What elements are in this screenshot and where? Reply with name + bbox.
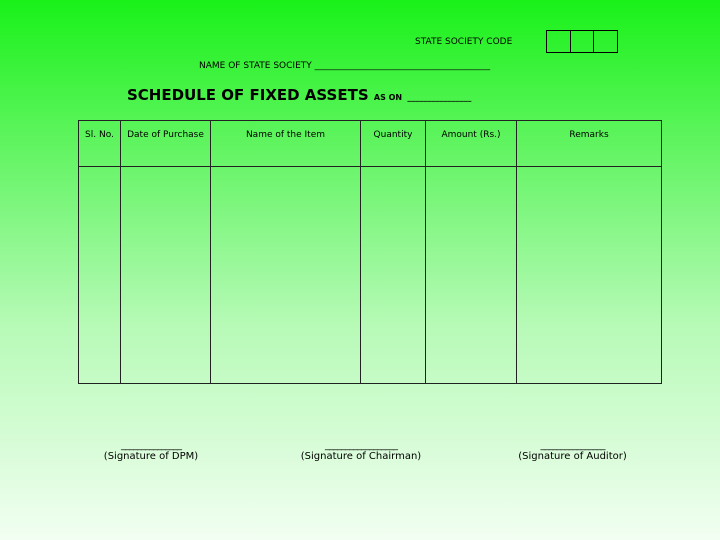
signature-label: (Signature of Auditor) <box>518 451 627 462</box>
signature-chairman <box>296 440 426 462</box>
column-header-sl-no: Sl. No. <box>79 121 121 167</box>
fixed-assets-table <box>78 120 662 384</box>
state-society-name-line <box>199 61 490 71</box>
state-society-name-label: NAME OF STATE SOCIETY <box>199 61 312 71</box>
signature-line[interactable]: _______________ <box>121 440 181 451</box>
table-cell[interactable] <box>79 167 121 384</box>
table-cell[interactable] <box>517 167 662 384</box>
code-box[interactable] <box>571 31 595 52</box>
code-box[interactable] <box>594 31 617 52</box>
signature-line[interactable]: __________________ <box>325 440 397 451</box>
title-as-on: AS ON <box>373 93 403 102</box>
signature-line[interactable]: ________________ <box>540 440 605 451</box>
code-box[interactable] <box>547 31 571 52</box>
title-main: SCHEDULE OF FIXED ASSETS <box>127 86 369 104</box>
signature-label: (Signature of DPM) <box>103 451 199 462</box>
column-header-quantity: Quantity <box>361 121 426 167</box>
column-header-name-of-item: Name of the Item <box>211 121 361 167</box>
state-society-name-blank[interactable]: _______________________________________ <box>314 61 491 71</box>
table-cell[interactable] <box>121 167 211 384</box>
state-society-code-label: STATE SOCIETY CODE <box>415 37 513 47</box>
signature-auditor <box>510 440 635 462</box>
title-date-blank[interactable]: ________________ <box>407 93 472 102</box>
signature-label: (Signature of Chairman) <box>300 451 422 462</box>
state-society-code-boxes[interactable] <box>546 30 618 53</box>
page-title <box>127 86 471 104</box>
table-header-row <box>79 121 662 167</box>
signature-dpm <box>96 440 206 462</box>
table-cell[interactable] <box>211 167 361 384</box>
table-row[interactable] <box>79 167 662 384</box>
column-header-date-of-purchase: Date of Purchase <box>121 121 211 167</box>
table-cell[interactable] <box>361 167 426 384</box>
column-header-remarks: Remarks <box>517 121 662 167</box>
table-cell[interactable] <box>426 167 517 384</box>
column-header-amount: Amount (Rs.) <box>426 121 517 167</box>
